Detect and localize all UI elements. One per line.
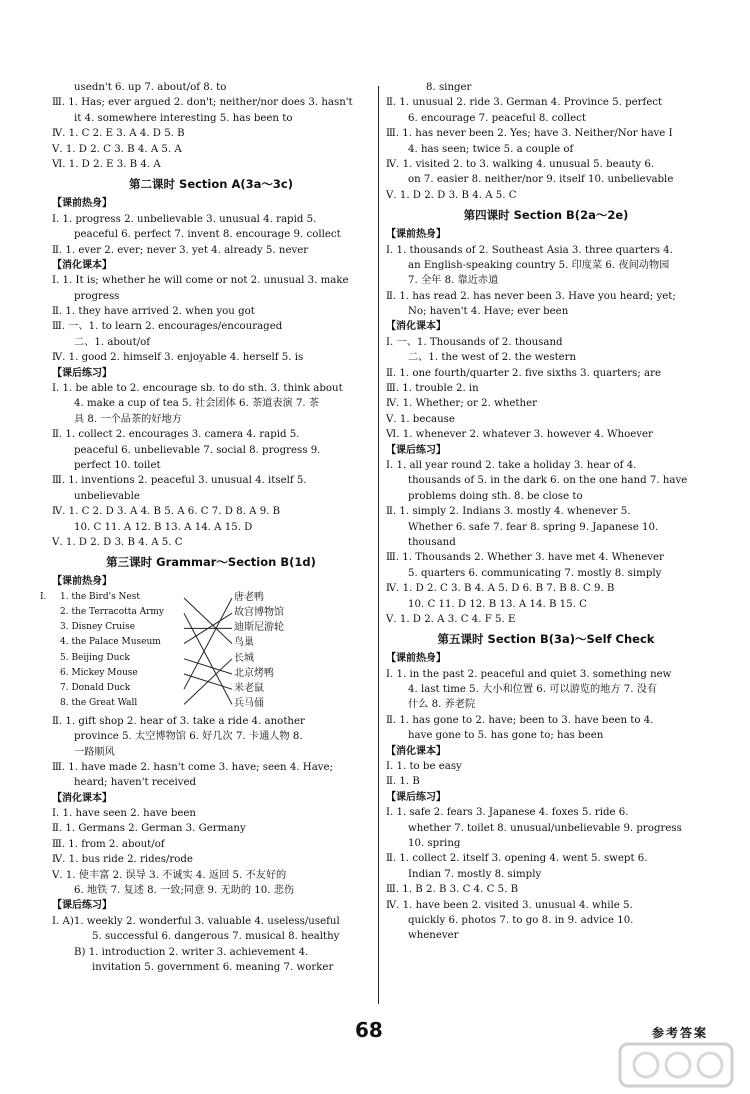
section-heading: 第三课时 Grammar～Section B(1d)	[106, 555, 316, 570]
answer-line: thousand	[408, 536, 456, 548]
answer-line: Ⅱ. 1. collect 2. itself 3. opening 4. went 5. swept 6.	[386, 853, 648, 865]
answer-line: Ⅲ. 1. inventions 2. peaceful 3. unusual 4. itself 5.	[52, 475, 307, 487]
answer-line: Ⅱ. 1. gift shop 2. hear of 3. take a ride 4. another	[52, 715, 305, 727]
answer-line: Ⅱ. 1. has gone to 2. have; been to 3. have been to 4.	[386, 714, 654, 726]
page-number: 68	[355, 1018, 383, 1042]
answer-line: Ⅴ. 1. D 2. C 3. B 4. A 5. A	[52, 143, 182, 155]
answer-line: it 4. somewhere interesting 5. has been to	[74, 112, 293, 124]
answer-line: 4. last time 5. 大小和位置 6. 可以游览的地方 7. 没有	[408, 684, 658, 696]
answer-line: Ⅲ. 1. have made 2. hasn't come 3. have; seen 4. Have;	[52, 761, 333, 773]
match-left-item: 2. the Terracotta Army	[60, 606, 164, 617]
answer-line: Ⅴ. 1. D 2. D 3. B 4. A 5. C	[386, 189, 517, 201]
column-divider	[378, 86, 379, 1004]
answer-line: Ⅲ. 1. has never been 2. Yes; have 3. Neither/Nor have I	[386, 128, 673, 140]
subsection-label: 【课前热身】	[52, 576, 112, 588]
answer-line: Ⅰ. 1. be able to 2. encourage sb. to do sth. 3. think about	[52, 383, 343, 395]
answer-line: Ⅳ. 1. visited 2. to 3. walking 4. unusual 5. beauty 6.	[386, 158, 655, 170]
answer-line: Ⅰ. 一、1. Thousands of 2. thousand	[386, 336, 563, 348]
left-column-part-1	[52, 80, 370, 590]
match-right-item: 长城	[234, 652, 254, 664]
answer-line: Ⅱ. 1. has read 2. has never been 3. Have you heard; yet;	[386, 290, 676, 302]
answer-line: Ⅳ. 1. C 2. E 3. A 4. D 5. B	[52, 128, 185, 140]
answer-line: unbelievable	[74, 490, 140, 502]
subsection-label: 【消化课本】	[52, 259, 112, 271]
answer-line: Ⅵ. 1. whenever 2. whatever 3. however 4. Whoever	[386, 429, 653, 441]
subsection-label: 【消化课本】	[386, 321, 446, 333]
answer-line: Ⅳ. 1. C 2. D 3. A 4. B 5. A 6. C 7. D 8. A 9. B	[52, 506, 281, 518]
subsection-label: 【消化课本】	[52, 792, 112, 804]
right-column-content	[386, 80, 706, 944]
answer-line: Ⅳ. 1. bus ride 2. rides/rode	[52, 854, 193, 866]
answer-line: perfect 10. toilet	[74, 459, 161, 471]
answer-line: No; haven't 4. Have; ever been	[408, 306, 569, 318]
answer-line: B) 1. introduction 2. writer 3. achievement 4.	[74, 946, 309, 958]
answer-line: 一路顺风	[74, 746, 115, 758]
answer-line: 5. quarters 6. communicating 7. mostly 8. simply	[408, 567, 662, 579]
match-right-item: 故宫博物馆	[234, 606, 284, 618]
answer-line: Ⅱ. 1. simply 2. Indians 3. mostly 4. whenever 5.	[386, 506, 631, 518]
answer-line: 二、1. about/of	[74, 336, 151, 348]
subsection-label: 【消化课本】	[386, 745, 446, 757]
answer-line: whether 7. toilet 8. unusual/unbelievable 9. progress	[408, 822, 682, 834]
answer-line: Ⅲ. 1. trouble 2. in	[386, 383, 479, 395]
answer-line: 什么 8. 养老院	[408, 699, 476, 711]
answer-line: Ⅱ. 1. B	[386, 776, 420, 788]
answer-line: Ⅴ. 1. D 2. A 3. C 4. F 5. E	[386, 613, 516, 625]
answer-line: Ⅲ. 1. B 2. B 3. C 4. C 5. B	[386, 884, 519, 896]
answer-line: Ⅰ. 1. thousands of 2. Southeast Asia 3. three quarters 4.	[386, 244, 673, 256]
answer-line: 6. encourage 7. peaceful 8. collect	[408, 112, 586, 124]
answer-line: Ⅴ. 1. because	[386, 413, 455, 425]
subsection-label: 【课后练习】	[52, 367, 112, 379]
answer-line: an English-speaking country 5. 印度菜 6. 夜间动物园	[408, 259, 670, 271]
answer-line: progress	[74, 290, 120, 302]
match-left-item: 4. the Palace Museum	[60, 637, 161, 648]
answer-line: Ⅱ. 1. collect 2. encourages 3. camera 4. rapid 5.	[52, 429, 300, 441]
match-right-item: 唐老鸭	[234, 591, 264, 603]
subsection-label: 【课后练习】	[386, 444, 446, 456]
answer-line: 5. successful 6. dangerous 7. musical 8. healthy	[92, 931, 340, 943]
answer-line: Ⅰ. 1. It is; whether he will come or not 2. unusual 3. make	[52, 275, 349, 287]
answer-line: Ⅰ. A)1. weekly 2. wonderful 3. valuable 4. useless/useful	[52, 915, 340, 927]
answer-line: 10. C 11. D 12. B 13. A 14. B 15. C	[408, 598, 587, 610]
match-left-item: 8. the Great Wall	[60, 698, 138, 709]
answer-line: Ⅱ. 1. Germans 2. German 3. Germany	[52, 823, 246, 835]
answer-line: Ⅱ. 1. unusual 2. ride 3. German 4. Province 5. perfect	[386, 97, 663, 109]
answer-line: Ⅰ. 1. safe 2. fears 3. Japanese 4. foxes 5. ride 6.	[386, 807, 629, 819]
answer-line: whenever	[408, 930, 459, 942]
answer-line: Ⅲ. 1. from 2. about/of	[52, 838, 165, 850]
match-left-item: 3. Disney Cruise	[60, 622, 136, 633]
watermark-logo	[616, 1040, 736, 1090]
match-left-item: 7. Donald Duck	[60, 682, 131, 693]
answer-line: Ⅳ. 1. good 2. himself 3. enjoyable 4. herself 5. is	[52, 352, 304, 364]
match-left-item: 5. Beijing Duck	[60, 652, 130, 663]
answer-line: Ⅲ. 一、1. to learn 2. encourages/encouraged	[52, 321, 283, 333]
answer-line: 7. 全年 8. 靠近赤道	[408, 275, 499, 287]
answer-line: invitation 5. government 6. meaning 7. worker	[92, 961, 334, 973]
match-left-item: 1. the Bird's Nest	[60, 591, 140, 602]
answer-line: Ⅰ. 1. in the past 2. peaceful and quiet 3. something new	[386, 668, 672, 680]
answer-line: Ⅳ. 1. have been 2. visited 3. unusual 4. while 5.	[386, 899, 633, 911]
answer-line: Whether 6. safe 7. fear 8. spring 9. Japanese 10.	[408, 521, 659, 533]
answer-line: Ⅱ. 1. ever 2. ever; never 3. yet 4. already 5. never	[52, 244, 309, 256]
match-right-item: 迪斯尼游轮	[234, 622, 284, 634]
answer-line: 二、1. the west of 2. the western	[408, 352, 577, 364]
answer-line: have gone to 5. has gone to; has been	[408, 730, 604, 742]
answer-line: 4. has seen; twice 5. a couple of	[408, 143, 574, 155]
match-right-item: 米老鼠	[234, 682, 264, 694]
answer-line: problems doing sth. 8. be close to	[408, 490, 583, 502]
match-right-item: 鸟巢	[234, 637, 254, 649]
answer-line: thousands of 5. in the dark 6. on the one hand 7. have	[408, 475, 688, 487]
answer-line: peaceful 6. unbelievable 7. social 8. progress 9.	[74, 444, 321, 456]
answer-line: Indian 7. mostly 8. simply	[408, 868, 542, 880]
answer-line: Ⅳ. 1. Whether; or 2. whether	[386, 398, 537, 410]
answer-line: Ⅱ. 1. they have arrived 2. when you got	[52, 306, 255, 318]
match-right-item: 北京烤鸭	[234, 667, 274, 679]
answer-line: 8. singer	[426, 82, 472, 93]
answer-line: 10. C 11. A 12. B 13. A 14. A 15. D	[74, 521, 253, 533]
answer-line: Ⅳ. 1. D 2. C 3. B 4. A 5. D 6. B 7. B 8. C 9. B	[386, 583, 615, 595]
answer-line: Ⅰ. 1. have seen 2. have been	[52, 808, 196, 820]
answer-line: Ⅰ. 1. progress 2. unbelievable 3. unusual 4. rapid 5.	[52, 213, 317, 225]
answer-line: province 5. 太空博物馆 6. 好几次 7. 卡通人物 8.	[74, 731, 303, 743]
answer-line: 10. spring	[408, 837, 461, 849]
subsection-label: 【课后练习】	[52, 900, 112, 912]
answer-line: Ⅰ. 1. all year round 2. take a holiday 3. hear of 4.	[386, 459, 637, 471]
answer-line: Ⅲ. 1. Thousands 2. Whether 3. have met 4. Whenever	[386, 552, 664, 564]
section-heading: 第二课时 Section A(3a～3c)	[129, 177, 293, 192]
answer-line: Ⅴ. 1. D 2. D 3. B 4. A 5. C	[52, 536, 183, 548]
section-heading: 第四课时 Section B(2a～2e)	[463, 208, 629, 223]
answer-key-label: 参考答案	[652, 1026, 709, 1040]
answer-line: Ⅰ. 1. to be easy	[386, 761, 462, 773]
subsection-label: 【课前热身】	[52, 198, 112, 210]
match-roman-numeral: Ⅰ.	[40, 591, 47, 602]
answer-line: peaceful 6. perfect 7. invent 8. encourage 9. collect	[74, 229, 341, 241]
subsection-label: 【课前热身】	[386, 653, 446, 665]
answer-line: Ⅲ. 1. Has; ever argued 2. don't; neither/nor does 3. hasn't	[52, 97, 353, 109]
answer-line: 具 8. 一个品茶的好地方	[74, 413, 182, 425]
match-left-item: 6. Mickey Mouse	[60, 667, 138, 678]
right-column	[386, 80, 706, 944]
section-heading: 第五课时 Section B(3a)～Self Check	[437, 632, 655, 647]
subsection-label: 【课后练习】	[386, 791, 446, 803]
subsection-label: 【课前热身】	[386, 229, 446, 241]
answer-line: on 7. easier 8. neither/nor 9. itself 10. unbelievable	[408, 174, 674, 186]
answer-line: Ⅱ. 1. one fourth/quarter 2. five sixths 3. quarters; are	[386, 367, 661, 379]
answer-line: 4. make a cup of tea 5. 社会团体 6. 茶道表演 7. 茶	[74, 398, 320, 410]
answer-line: heard; haven't received	[74, 777, 197, 789]
match-right-item: 兵马俑	[234, 698, 264, 710]
matching-exercise	[40, 590, 370, 714]
answer-line: usedn't 6. up 7. about/of 8. to	[74, 82, 227, 93]
left-column-part-2	[52, 714, 370, 976]
answer-line: Ⅴ. 1. 使丰富 2. 误导 3. 不诚实 4. 返回 5. 不友好的	[52, 869, 287, 881]
answer-line: 6. 地铁 7. 复述 8. 一致;同意 9. 无助的 10. 悲伤	[74, 885, 295, 897]
answer-line: Ⅵ. 1. D 2. E 3. B 4. A	[52, 158, 161, 170]
left-column	[40, 80, 370, 975]
answer-line: quickly 6. photos 7. to go 8. in 9. advice 10.	[408, 914, 634, 926]
